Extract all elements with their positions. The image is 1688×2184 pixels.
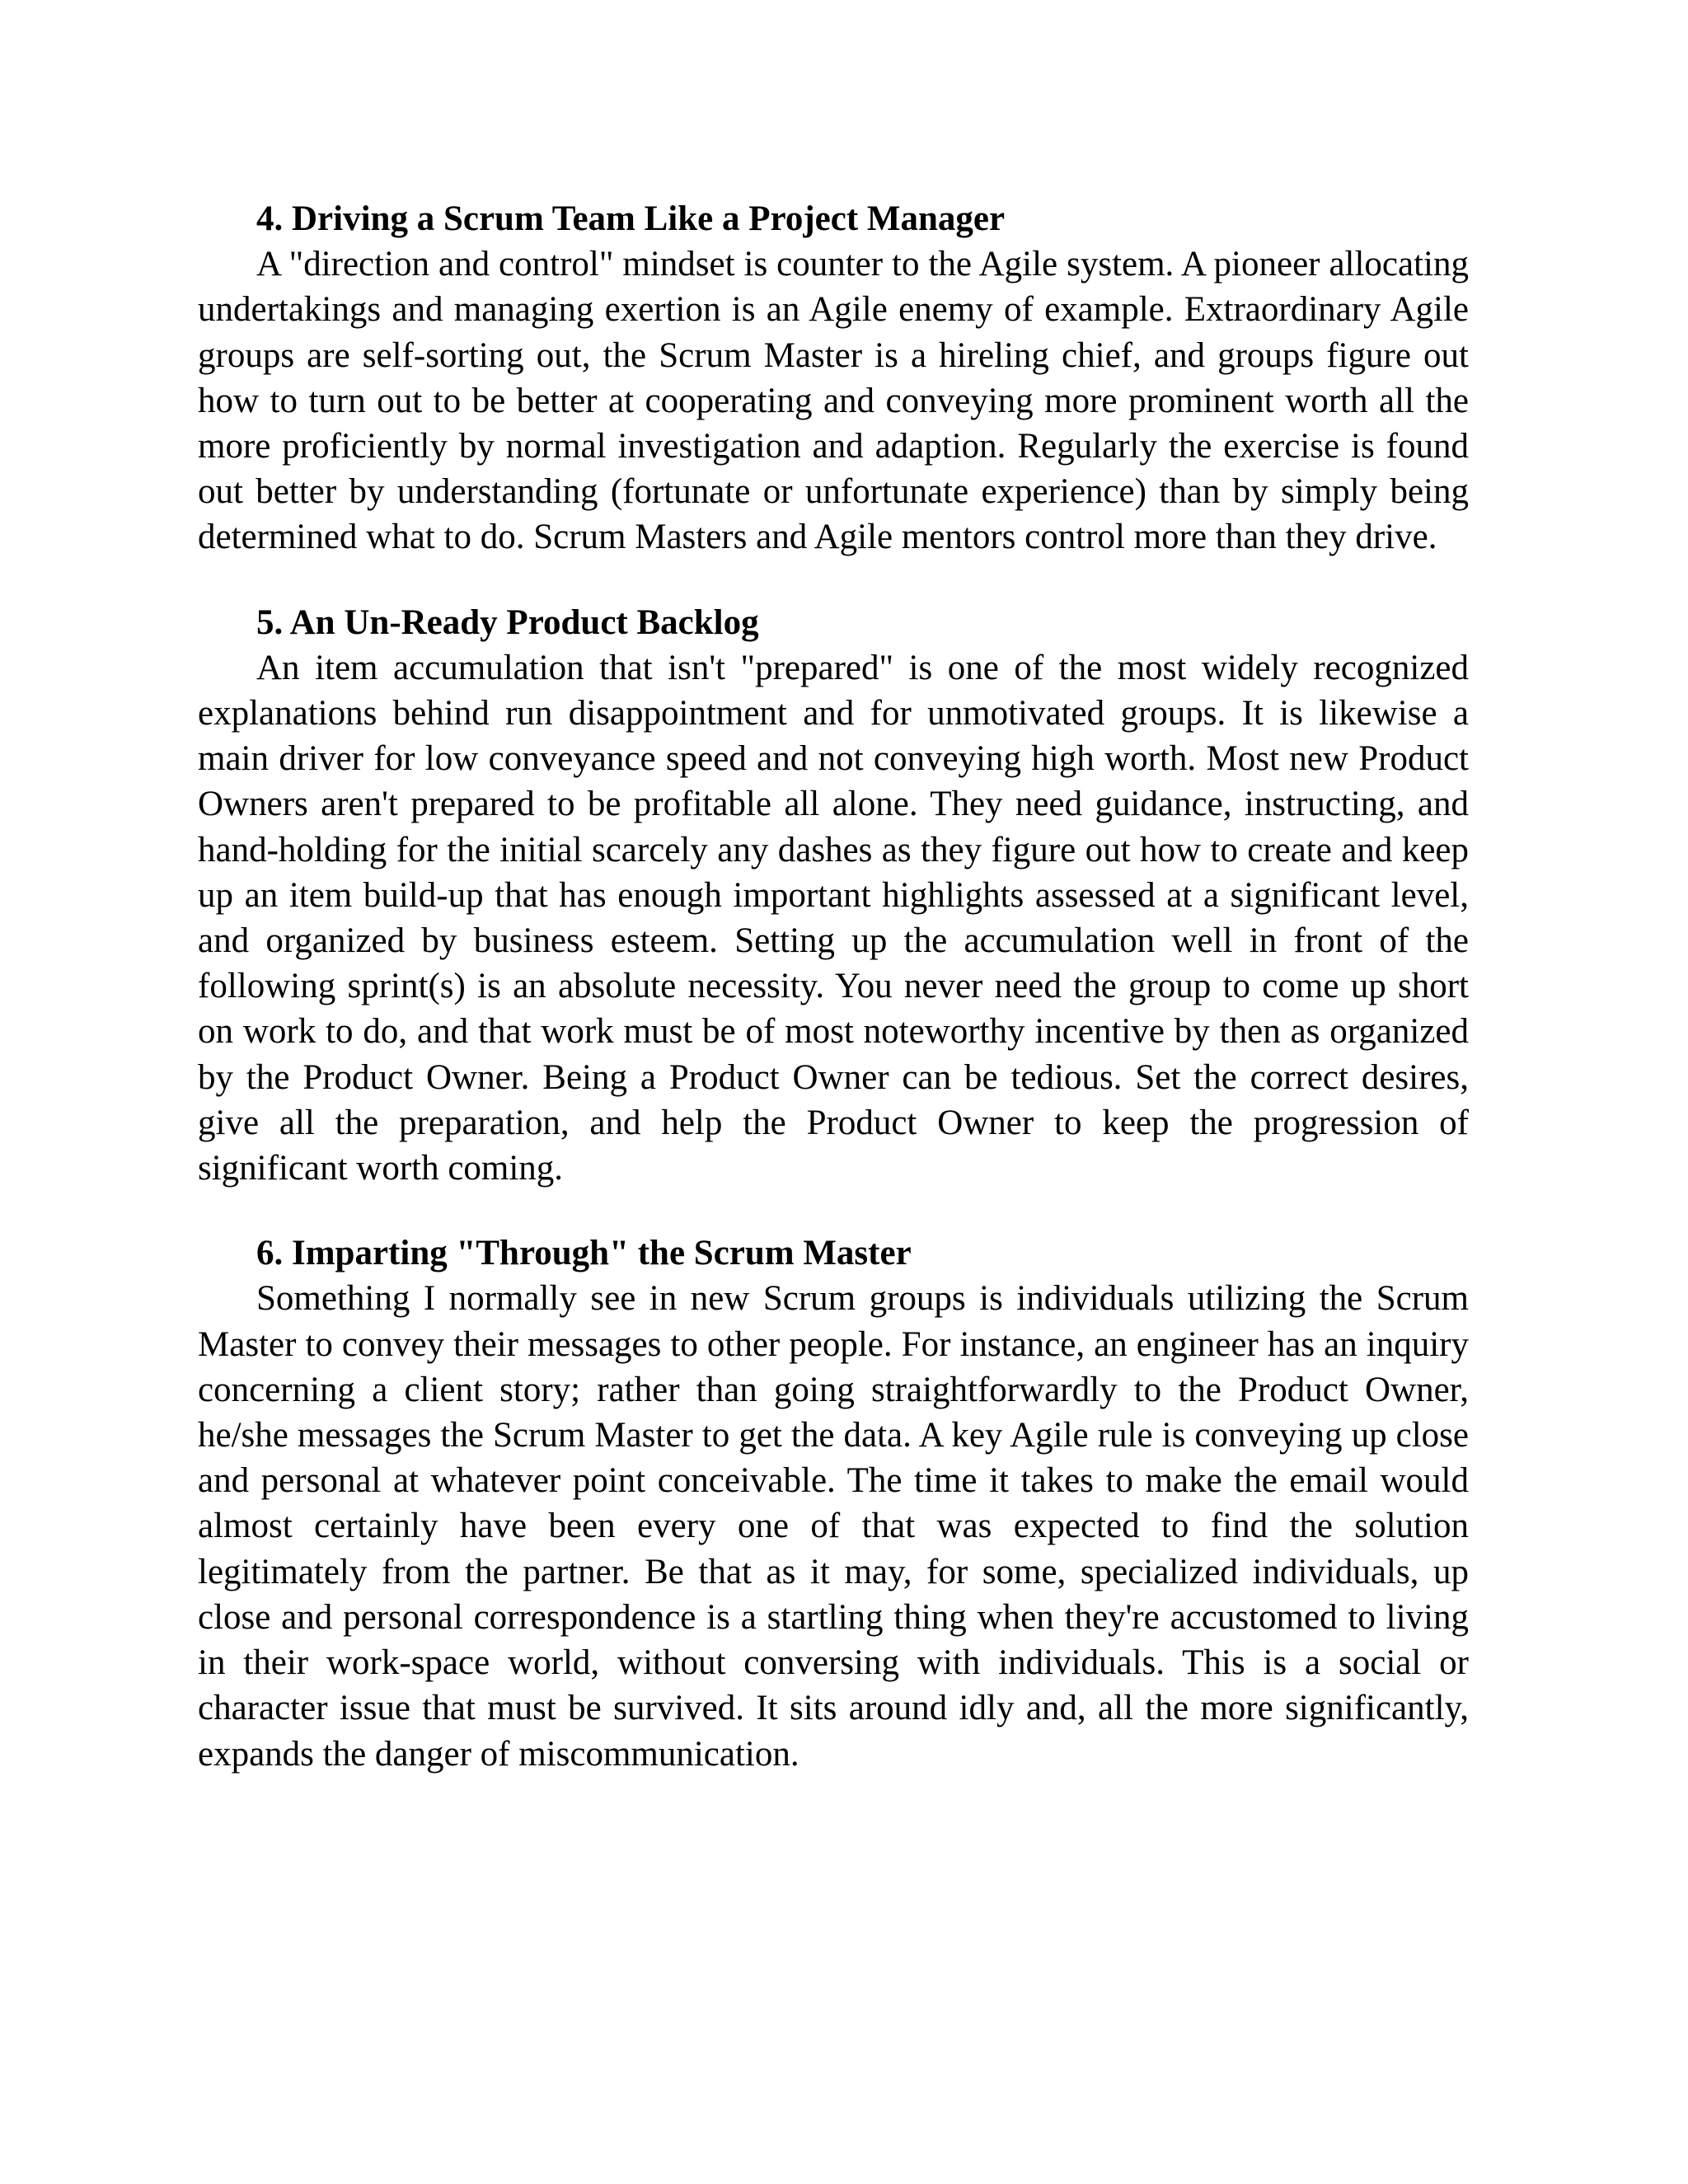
section-project-manager — [198, 196, 1469, 560]
section-heading: 6. Imparting "Through" the Scrum Master — [256, 1234, 912, 1273]
section-scrum-master-communication — [198, 1230, 1469, 1776]
section-heading: 5. An Un-Ready Product Backlog — [256, 602, 759, 642]
section-paragraph: A "direction and control" mindset is counter to the Agile system. A pioneer allocating undertakings and managing exertion is an Agile enemy of example. Extraordinary Agile groups are self-sorting out, the Scrum Master is a hireling chief, and groups figure out how to turn out to be better at cooperating and conveying more prominent worth all the more proficiently by normal investigation and adaption. Regularly the exercise is found out better by understanding (fortunate or unfortunate experience) than by simply being determined what to do. Scrum Masters and Agile mentors control more than they drive. — [198, 245, 1469, 557]
document-body — [198, 196, 1469, 1816]
section-product-backlog — [198, 600, 1469, 1192]
section-heading: 4. Driving a Scrum Team Like a Project Manager — [256, 199, 1006, 238]
section-paragraph: An item accumulation that isn't "prepared" is one of the most widely recognized explanations behind run disappointment and for unmotivated groups. It is likewise a main driver for low conveyance speed and not conveying high worth. Most new Product Owners aren't prepared to be profitable all alone. They need guidance, instructing, and hand-holding for the initial scarcely any dashes as they figure out how to create and keep up an item build-up that has enough important highlights assessed at a significant level, and organized by business esteem. Setting up the accumulation well in front of the following sprint(s) is an absolute necessity. You never need the group to come up short on work to do, and that work must be of most noteworthy incentive by then as organized by the Product Owner. Being a Product Owner can be tedious. Set the correct desires, give all the preparation, and help the Product Owner to keep the progression of significant worth coming. — [198, 648, 1469, 1188]
section-paragraph: Something I normally see in new Scrum groups is individuals utilizing the Scrum Master to convey their messages to other people. For instance, an engineer has an inquiry concerning a client story; rather than going straightforwardly to the Product Owner, he/she messages the Scrum Master to get the data. A key Agile rule is conveying up close and personal at whatever point conceivable. The time it takes to make the email would almost certainly have been every one of that was expected to find the solution legitimately from the partner. Be that as it may, for some, specialized individuals, up close and personal correspondence is a startling thing when they're accustomed to living in their work-space world, without conversing with individuals. This is a social or character issue that must be survived. It sits around idly and, all the more significantly, expands the danger of miscommunication. — [198, 1279, 1469, 1774]
